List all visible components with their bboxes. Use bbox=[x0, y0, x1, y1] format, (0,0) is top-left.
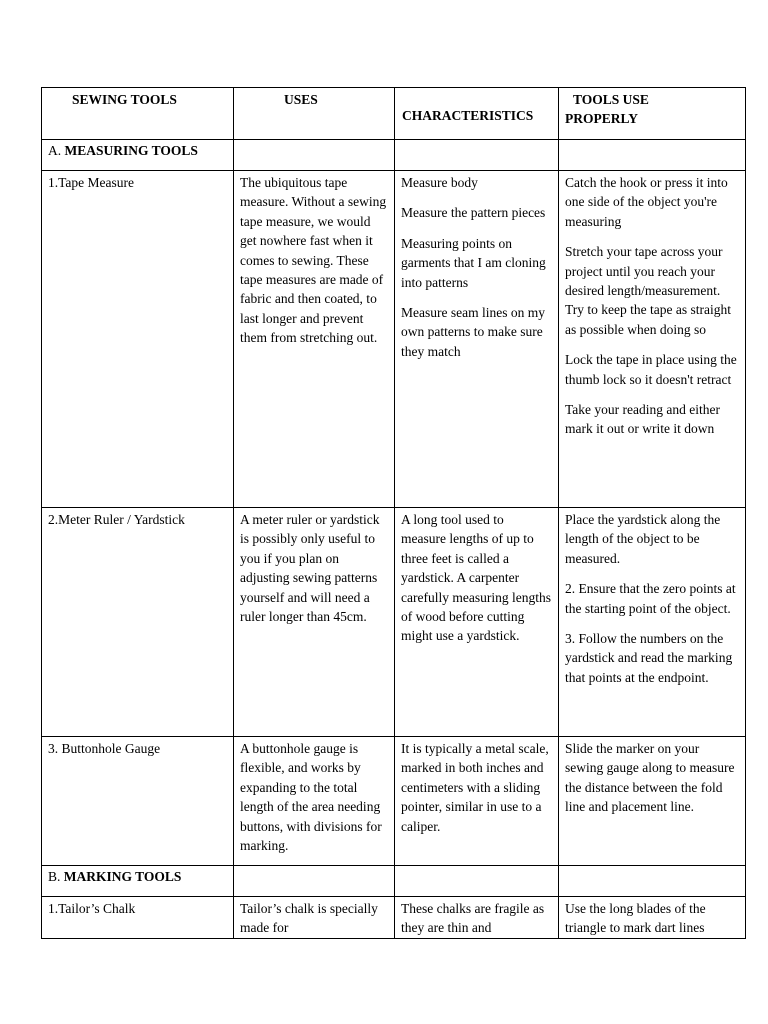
empty-cell bbox=[559, 866, 746, 897]
section-heading bbox=[42, 866, 234, 897]
proper-use-step: Take your reading and either mark it out or write it down bbox=[565, 402, 720, 437]
tool-characteristics bbox=[395, 737, 559, 866]
characteristic-item: Measure the pattern pieces bbox=[401, 205, 546, 221]
header-tools-use-line1: TOOLS USE bbox=[573, 92, 649, 107]
characteristic-item: It is typically a metal scale, marked in both inches and centimeters with a sliding pointer, similar in use to a caliper. bbox=[401, 741, 549, 834]
tool-proper-use bbox=[559, 737, 746, 866]
tool-uses: A meter ruler or yardstick is possibly only useful to you if you plan on adjusting sewing patterns yourself and will need a ruler longer than 45cm. bbox=[234, 508, 395, 737]
proper-use-step: 3. Follow the numbers on the yardstick and read the marking that points at the endpoint. bbox=[565, 631, 733, 685]
tool-proper-use bbox=[559, 897, 746, 939]
tool-name: 1.Tape Measure bbox=[42, 171, 234, 508]
header-tools-use-line2: PROPERLY bbox=[565, 111, 639, 127]
tool-proper-use bbox=[559, 171, 746, 508]
proper-use-step: Stretch your tape across your project until you reach your desired length/measurement. Try to keep the tape as straight as possible when doing so bbox=[565, 244, 731, 337]
tool-proper-use bbox=[559, 508, 746, 737]
empty-cell bbox=[395, 866, 559, 897]
table-header-row bbox=[42, 88, 746, 140]
section-row-measuring-tools bbox=[42, 140, 746, 171]
header-uses: USES bbox=[234, 88, 395, 140]
tool-name: 1.Tailor’s Chalk bbox=[42, 897, 234, 939]
tool-name: 3. Buttonhole Gauge bbox=[42, 737, 234, 866]
header-sewing-tools: SEWING TOOLS bbox=[42, 88, 234, 140]
tool-characteristics bbox=[395, 171, 559, 508]
characteristic-item: A long tool used to measure lengths of up to three feet is called a yardstick. A carpenter carefully measuring lengths of wood before cutting might use a yardstick. bbox=[401, 512, 551, 644]
table-row bbox=[42, 737, 746, 866]
characteristic-item: Measure seam lines on my own patterns to make sure they match bbox=[401, 305, 545, 359]
section-row-marking-tools bbox=[42, 866, 746, 897]
proper-use-step: Catch the hook or press it into one side of the object you're measuring bbox=[565, 175, 728, 229]
tool-uses: Tailor’s chalk is specially made for bbox=[234, 897, 395, 939]
characteristic-item: Measuring points on garments that I am cloning into patterns bbox=[401, 235, 546, 290]
proper-use-step: Lock the tape in place using the thumb lock so it doesn't retract bbox=[565, 352, 737, 387]
characteristic-item: These chalks are fragile as they are thin and bbox=[401, 901, 545, 936]
proper-use-step: 2. Ensure that the zero points at the starting point of the object. bbox=[565, 581, 736, 616]
proper-use-step: Use the long blades of the triangle to mark dart lines bbox=[565, 901, 706, 936]
tool-uses: The ubiquitous tape measure. Without a sewing tape measure, we would get nowhere fast when it comes to sewing. These tape measures are made of fabric and then coated, to last longer and prevent them from stretching out. bbox=[234, 171, 395, 508]
section-prefix: A. bbox=[48, 143, 65, 158]
tool-characteristics bbox=[395, 508, 559, 737]
section-label: MEASURING TOOLS bbox=[64, 143, 198, 158]
empty-cell bbox=[559, 140, 746, 171]
section-label: MARKING TOOLS bbox=[63, 869, 182, 884]
proper-use-step: Place the yardstick along the length of the object to be measured. bbox=[565, 512, 721, 566]
tool-characteristics bbox=[395, 897, 559, 939]
characteristic-item: Measure body bbox=[401, 175, 478, 190]
empty-cell bbox=[395, 140, 559, 171]
sewing-tools-table bbox=[41, 87, 746, 939]
header-tools-use-properly bbox=[559, 88, 746, 140]
empty-cell bbox=[234, 140, 395, 171]
header-characteristics: CHARACTERISTICS bbox=[395, 88, 559, 140]
tool-uses: A buttonhole gauge is flexible, and works by expanding to the total length of the area needing buttons, with divisions for marking. bbox=[234, 737, 395, 866]
section-prefix: B. bbox=[48, 869, 64, 884]
empty-cell bbox=[234, 866, 395, 897]
table-row bbox=[42, 171, 746, 508]
section-heading bbox=[42, 140, 234, 171]
table-row bbox=[42, 508, 746, 737]
proper-use-step: Slide the marker on your sewing gauge along to measure the distance between the fold line and placement line. bbox=[565, 741, 735, 815]
tool-name: 2.Meter Ruler / Yardstick bbox=[42, 508, 234, 737]
table-row bbox=[42, 897, 746, 939]
